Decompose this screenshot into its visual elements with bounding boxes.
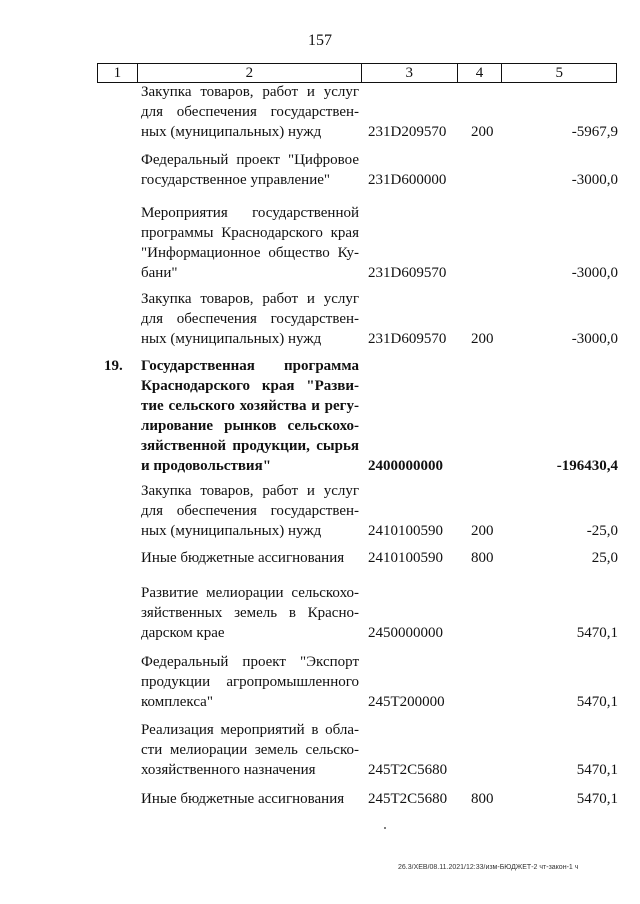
description-line: для обеспечения государствен- bbox=[141, 311, 359, 327]
description-line: Реализация мероприятий в обла- bbox=[141, 722, 359, 738]
description-line: Федеральный проект "Экспорт bbox=[141, 654, 359, 670]
description-line: Развитие мелиорации сельскохо- bbox=[141, 585, 359, 601]
row-amount: -3000,0 bbox=[571, 265, 618, 281]
description-line: лирование рынков сельскохо- bbox=[141, 418, 359, 434]
description-line: и продовольствия" bbox=[141, 458, 272, 474]
description-line: Закупка товаров, работ и услуг bbox=[141, 291, 359, 307]
row-code: 245T2C5680 bbox=[368, 762, 448, 778]
row-code: 245T2C5680 bbox=[368, 791, 448, 807]
description-line: продукции агропромышленного bbox=[141, 674, 359, 690]
row-amount: 5470,1 bbox=[576, 791, 618, 807]
row-amount: -3000,0 bbox=[571, 172, 618, 188]
header-col-2: 2 bbox=[138, 64, 362, 82]
page-number: 157 bbox=[308, 32, 332, 49]
description-line: бани" bbox=[141, 265, 178, 281]
row-amount: 5470,1 bbox=[576, 762, 618, 778]
description-line: хозяйственного назначения bbox=[141, 762, 316, 778]
row-amount: 25,0 bbox=[591, 550, 618, 566]
row-amount: 5470,1 bbox=[576, 625, 618, 641]
row-description bbox=[141, 789, 359, 809]
row-code: 231D600000 bbox=[368, 172, 447, 188]
description-line: Закупка товаров, работ и услуг bbox=[141, 483, 359, 499]
row-amount: 5470,1 bbox=[576, 694, 618, 710]
description-line: сти мелиорации земель сельско- bbox=[141, 742, 359, 758]
row-description bbox=[141, 203, 359, 283]
row-description bbox=[141, 720, 359, 780]
description-line: государственное управление" bbox=[141, 172, 331, 188]
row-code: 2450000000 bbox=[368, 625, 443, 641]
description-line: для обеспечения государствен- bbox=[141, 104, 359, 120]
description-line: Государственная программа bbox=[141, 358, 359, 374]
description-line: зяйственных земель в Красно- bbox=[141, 605, 359, 621]
header-col-4: 4 bbox=[458, 64, 503, 82]
row-amount: -5967,9 bbox=[571, 124, 618, 140]
row-code: 231D609570 bbox=[368, 331, 447, 347]
row-code: 2410100590 bbox=[368, 523, 443, 539]
row-number: 19. bbox=[104, 358, 123, 374]
row-code: 2400000000 bbox=[368, 458, 443, 474]
description-line: зяйственной продукции, сырья bbox=[141, 438, 359, 454]
row-description bbox=[141, 289, 359, 349]
description-line: Иные бюджетные ассигнования bbox=[141, 550, 345, 566]
description-line: ных (муниципальных) нужд bbox=[141, 124, 322, 140]
description-line: ных (муниципальных) нужд bbox=[141, 523, 322, 539]
row-expense-type: 200 bbox=[471, 331, 494, 347]
header-col-5: 5 bbox=[555, 64, 563, 81]
description-line: Краснодарского края "Разви- bbox=[141, 378, 359, 394]
description-line: комплекса" bbox=[141, 694, 213, 710]
description-line: дарском крае bbox=[141, 625, 225, 641]
row-code: 2410100590 bbox=[368, 550, 443, 566]
document-footer: 26.3/ХЕВ/08.11.2021/12:33/изм-БЮДЖЕТ-2 чт-закон-1 ч bbox=[398, 864, 579, 871]
description-line: для обеспечения государствен- bbox=[141, 503, 359, 519]
row-expense-type: 200 bbox=[471, 124, 494, 140]
description-line: тие сельского хозяйства и регу- bbox=[141, 398, 359, 414]
row-amount: -196430,4 bbox=[556, 458, 618, 474]
description-line: "Информационное общество Ку- bbox=[141, 245, 359, 261]
description-line: ных (муниципальных) нужд bbox=[141, 331, 322, 347]
row-description bbox=[141, 583, 359, 643]
description-line: Мероприятия государственной bbox=[141, 205, 359, 221]
header-col-3: 3 bbox=[362, 64, 458, 82]
row-description bbox=[141, 150, 359, 190]
row-expense-type: 800 bbox=[471, 550, 494, 566]
row-expense-type: 200 bbox=[471, 523, 494, 539]
row-amount: -25,0 bbox=[586, 523, 618, 539]
scan-dot bbox=[384, 827, 386, 829]
row-code: 231D609570 bbox=[368, 265, 447, 281]
description-line: Федеральный проект "Цифровое bbox=[141, 152, 359, 168]
row-expense-type: 800 bbox=[471, 791, 494, 807]
row-description bbox=[141, 548, 359, 568]
row-description bbox=[141, 652, 359, 712]
row-code: 231D209570 bbox=[368, 124, 447, 140]
description-line: Иные бюджетные ассигнования bbox=[141, 791, 345, 807]
row-code: 245T200000 bbox=[368, 694, 445, 710]
description-line: программы Краснодарского края bbox=[141, 225, 359, 241]
description-line: Закупка товаров, работ и услуг bbox=[141, 84, 359, 100]
row-description bbox=[141, 481, 359, 541]
row-description bbox=[141, 356, 359, 476]
row-description bbox=[141, 82, 359, 142]
row-amount: -3000,0 bbox=[571, 331, 618, 347]
header-col-1: 1 bbox=[98, 64, 138, 82]
